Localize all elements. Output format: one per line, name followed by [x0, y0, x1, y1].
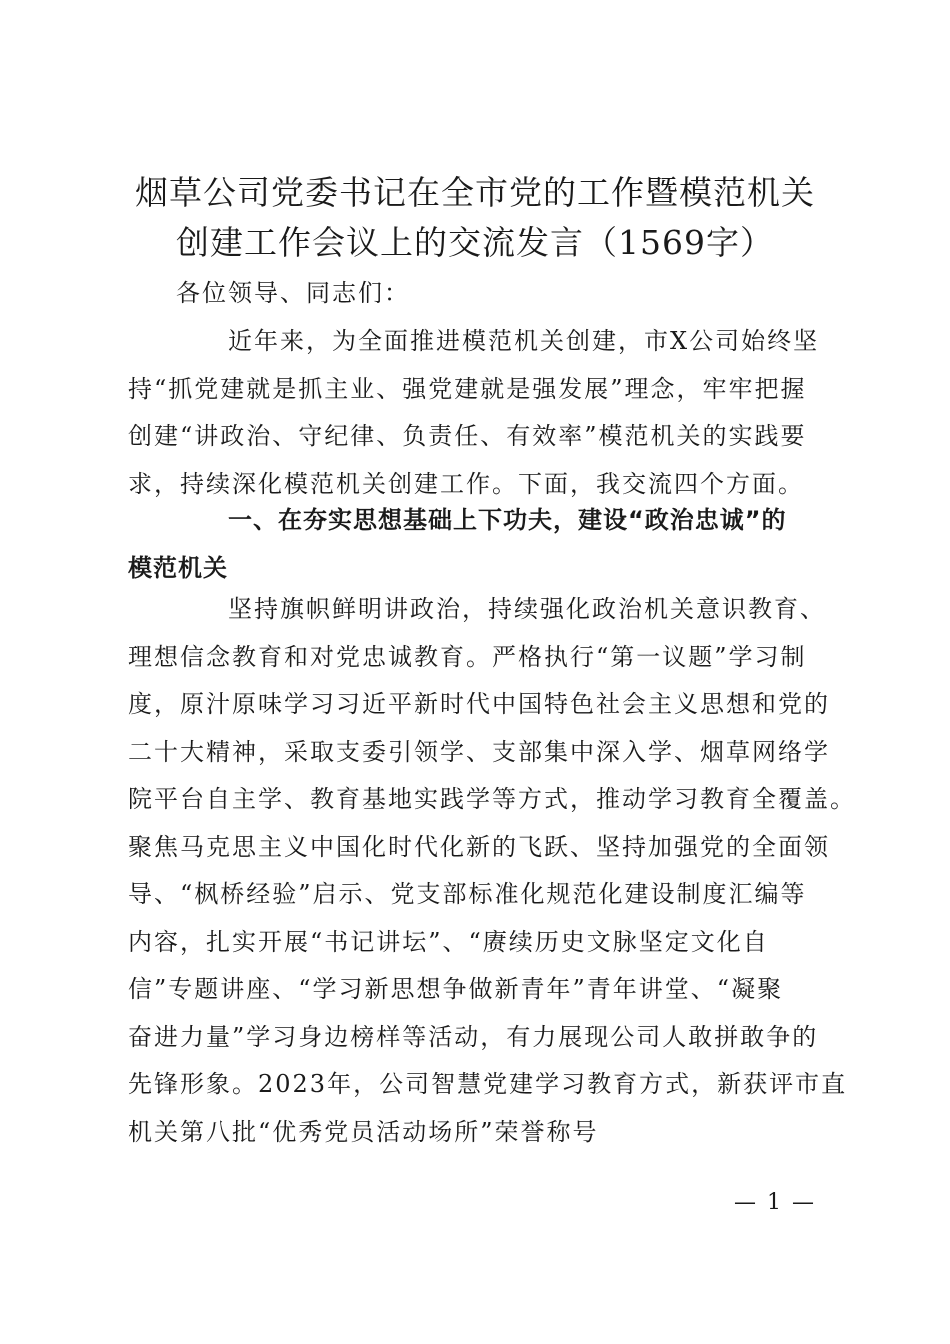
salutation	[176, 270, 876, 318]
title-line-1: 烟草公司党委书记在全市党的工作暨模范机关	[135, 173, 815, 212]
paragraph-line: 导、“枫桥经验”启示、党支部标准化规范化建设制度汇编等	[128, 880, 807, 908]
paragraph-line: 坚持旗帜鲜明讲政治，持续强化政治机关意识教育、	[228, 595, 826, 623]
paragraph-line: 奋进力量”学习身边榜样等活动，有力展现公司人敢拼敢争的	[128, 1022, 819, 1051]
salutation-text: 各位领导、同志们：	[176, 279, 410, 307]
paragraph-line: 近年来，为全面推进模范机关创建，市X公司始终坚	[228, 327, 820, 355]
heading-line: 一、在夯实思想基础上下功夫，建设“政治忠诚”的	[228, 506, 787, 534]
paragraph-line: 先锋形象。2023年，公司智慧党建学习教育方式，新获评市直	[128, 1070, 848, 1098]
paragraph-line: 持“抓党建就是抓主业、强党建就是强发展”理念，牢牢把握	[128, 374, 807, 403]
page-number: — 1 —	[734, 1190, 816, 1215]
paragraph-line: 求，持续深化模范机关创建工作。下面，我交流四个方面。	[128, 469, 804, 498]
paragraph-line: 理想信念教育和对党忠诚教育。严格执行“第一议题”学习制	[128, 642, 807, 671]
heading-line: 模范机关	[128, 553, 228, 582]
paragraph-intro	[128, 318, 828, 508]
paragraph-line: 机关第八批“优秀党员活动场所”荣誉称号	[128, 1117, 599, 1146]
document-title	[100, 168, 850, 268]
paragraph-section-1	[128, 586, 856, 1156]
paragraph-line: 内容，扎实开展“书记讲坛”、“赓续历史文脉坚定文化自	[128, 927, 769, 956]
paragraph-line: 度，原汁原味学习习近平新时代中国特色社会主义思想和党的	[128, 690, 830, 718]
paragraph-line: 信”专题讲座、“学习新思想争做新青年”青年讲堂、“凝聚	[128, 975, 784, 1003]
section-heading-1	[128, 497, 828, 592]
paragraph-line: 聚焦马克思主义中国化时代化新的飞跃、坚持加强党的全面领	[128, 832, 830, 861]
title-line-2: 创建工作会议上的交流发言（1569字）	[176, 223, 774, 262]
paragraph-line: 院平台自主学、教育基地实践学等方式，推动学习教育全覆盖。	[128, 785, 856, 813]
paragraph-line: 创建“讲政治、守纪律、负责任、有效率”模范机关的实践要	[128, 422, 807, 450]
paragraph-line: 二十大精神，采取支委引领学、支部集中深入学、烟草网络学	[128, 737, 830, 766]
